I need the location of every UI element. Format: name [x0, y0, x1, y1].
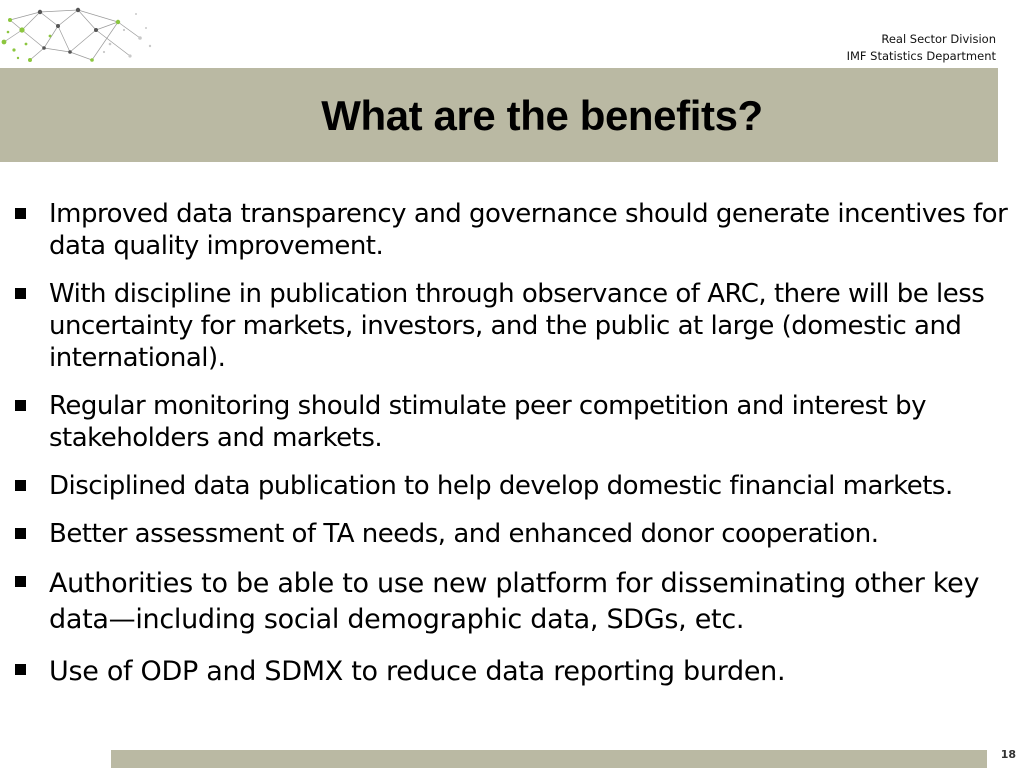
square-bullet-icon	[15, 664, 26, 675]
square-bullet-icon	[15, 480, 26, 491]
bullet-item	[0, 390, 1024, 454]
department-label: IMF Statistics Department	[846, 49, 996, 63]
bullet-item	[0, 518, 1024, 550]
square-bullet-icon	[15, 208, 26, 219]
square-bullet-icon	[15, 288, 26, 299]
bullet-item	[0, 198, 1024, 262]
bullet-text: Disciplined data publication to help develop domestic financial markets.	[49, 471, 953, 501]
bullet-text: Use of ODP and SDMX to reduce data reporting burden.	[49, 656, 786, 687]
bullet-list	[0, 198, 1024, 706]
bullet-text: Better assessment of TA needs, and enhanced donor cooperation.	[49, 519, 879, 549]
title-band	[0, 68, 998, 162]
bullet-item	[0, 278, 1024, 374]
bullet-item	[0, 566, 1024, 638]
bullet-item	[0, 470, 1024, 502]
bullet-item	[0, 654, 1024, 690]
footer-bar	[111, 750, 987, 768]
bullet-text: Improved data transparency and governance should generate incentives for data quality improvement.	[49, 199, 1008, 261]
bullet-text: Authorities to be able to use new platform for disseminating other key data—including social demographic data, SDGs, etc.	[49, 568, 980, 635]
network-logo-icon	[0, 0, 160, 70]
bullet-text: Regular monitoring should stimulate peer competition and interest by stakeholders and markets.	[49, 391, 927, 453]
slide-title: What are the benefits?	[321, 92, 763, 139]
organization-info	[847, 31, 996, 65]
bullet-text: With discipline in publication through observance of ARC, there will be less uncertainty for markets, investors, and the public at large (domestic and international).	[49, 279, 985, 373]
division-label: Real Sector Division	[881, 32, 996, 46]
square-bullet-icon	[15, 400, 26, 411]
square-bullet-icon	[15, 528, 26, 539]
square-bullet-icon	[15, 576, 26, 587]
page-number: 18	[1000, 748, 1016, 761]
